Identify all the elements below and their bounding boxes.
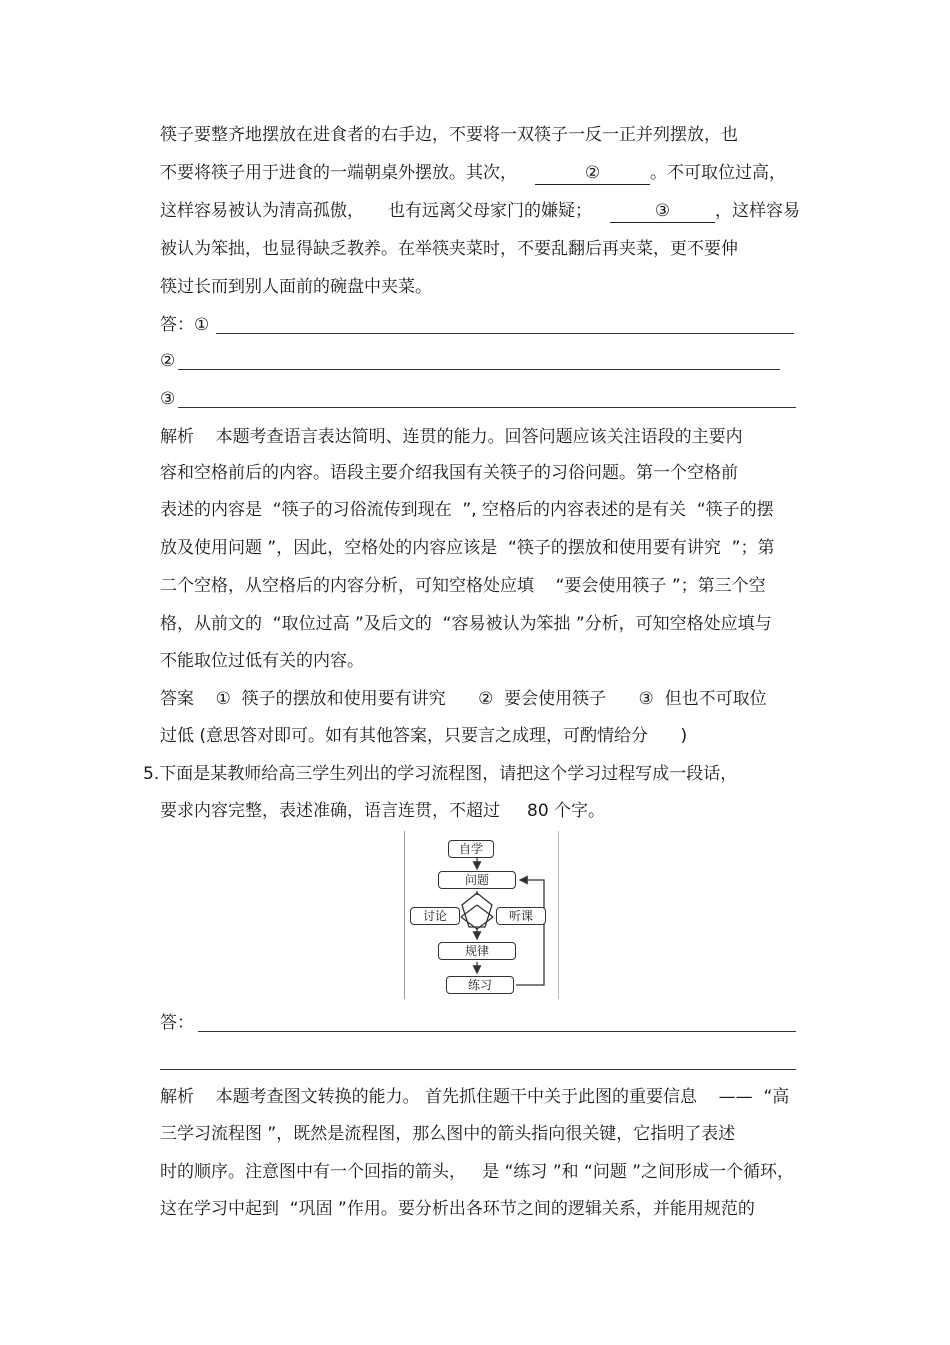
answer-q5-line-2[interactable] bbox=[160, 1069, 796, 1070]
passage-line-2-start: 不要将筷子用于进食的一端朝桌外摆放。其次， bbox=[160, 163, 517, 183]
blank-3: ③ bbox=[610, 200, 715, 223]
passage-line-2 bbox=[160, 162, 786, 185]
flow-node-self-study: 自学 bbox=[448, 840, 494, 858]
key-q4-line-1: 答案 ① 筷子的摆放和使用要有讲究 ② 要会使用筷子 ③ 但也不可取位 bbox=[160, 689, 767, 709]
analysis-q4-line-1: 解析 本题考查语言表达简明、连贯的能力。回答问题应该关注语段的主要内 bbox=[160, 427, 743, 447]
analysis-q4-line-6: 格，从前文的 “取位过高 ”及后文的 “容易被认为笨拙 ”分析，可知空格处应填与 bbox=[160, 614, 772, 634]
passage-line-3-start: 这样容易被认为清高孤傲， bbox=[160, 201, 364, 221]
answer-label: 答： bbox=[160, 315, 194, 335]
analysis-q4-line-3: 表述的内容是 “筷子的习俗流传到现在 ”, 空格后的内容表述的是有关 “筷子的摆 bbox=[160, 500, 774, 520]
answer-q5-line-1[interactable] bbox=[198, 1031, 796, 1032]
answer-line-3[interactable] bbox=[178, 407, 796, 408]
flow-node-rule: 规律 bbox=[438, 942, 516, 960]
answer-q5-label: 答： bbox=[160, 1013, 194, 1033]
question-number: 5. bbox=[143, 764, 160, 784]
answer-line-1[interactable] bbox=[216, 333, 794, 334]
flow-node-question: 问题 bbox=[438, 871, 516, 889]
flow-node-practice: 练习 bbox=[446, 976, 514, 994]
passage-line-4: 被认为笨拙，也显得缺乏教养。在举筷夹菜时，不要乱翻后再夹菜，更不要伸 bbox=[160, 239, 738, 259]
flow-node-discuss: 讨论 bbox=[410, 907, 460, 925]
analysis-q5-line-4: 这在学习中起到 “巩固 ”作用。要分析出各环节之间的逻辑关系，并能用规范的 bbox=[160, 1199, 755, 1219]
answer-marker-1: ① bbox=[194, 315, 210, 335]
analysis-q5-line-3: 时的顺序。注意图中有一个回指的箭头， 是 “练习 ”和 “问题 ”之间形成一个循环， bbox=[160, 1162, 795, 1182]
passage-line-3 bbox=[160, 200, 800, 223]
question-5-line-1 bbox=[143, 763, 737, 785]
analysis-q4-line-7: 不能取位过低有关的内容。 bbox=[160, 651, 364, 671]
answer-marker-2: ② bbox=[160, 351, 176, 371]
passage-line-3-mid: 也有远离父母家门的嫌疑； bbox=[388, 201, 592, 221]
analysis-q4-line-2: 容和空格前后的内容。语段主要介绍我国有关筷子的习俗问题。第一个空格前 bbox=[160, 463, 738, 483]
answer-line-2[interactable] bbox=[178, 369, 780, 370]
analysis-q5-line-1: 解析 本题考查图文转换的能力。 首先抓住题干中关于此图的重要信息 —— “高 bbox=[160, 1087, 790, 1107]
analysis-q4-line-4: 放及使用问题 ”，因此，空格处的内容应该是 “筷子的摆放和使用要有讲究 ”；第 bbox=[160, 538, 775, 558]
key-q4-line-2: 过低 (意思答对即可。如有其他答案，只要言之成理，可酌情给分 ) bbox=[160, 726, 688, 746]
answer-q4-line-1 bbox=[160, 314, 209, 336]
passage-line-1: 筷子要整齐地摆放在进食者的右手边，不要将一双筷子一反一正并列摆放，也 bbox=[160, 125, 738, 145]
blank-2: ② bbox=[535, 162, 650, 185]
analysis-q5-line-2: 三学习流程图 ”，既然是流程图，那么图中的箭头指向很关键，它指明了表述 bbox=[160, 1124, 736, 1144]
question-5-line-2: 要求内容完整，表述准确，语言连贯，不超过 80 个字。 bbox=[160, 801, 606, 821]
learning-flowchart bbox=[404, 831, 559, 999]
passage-line-2-end: 。不可取位过高， bbox=[650, 163, 786, 183]
flow-node-listen: 听课 bbox=[496, 907, 546, 925]
answer-marker-3: ③ bbox=[160, 389, 176, 409]
question-5-text: 下面是某教师给高三学生列出的学习流程图，请把这个学习过程写成一段话， bbox=[159, 764, 738, 784]
passage-line-5: 筷过长而到别人面前的碗盘中夹菜。 bbox=[160, 277, 432, 297]
passage-line-3-end: ，这样容易 bbox=[715, 201, 800, 221]
analysis-q4-line-5: 二个空格，从空格后的内容分析，可知空格处应填 “要会使用筷子 ”；第三个空 bbox=[160, 576, 766, 596]
